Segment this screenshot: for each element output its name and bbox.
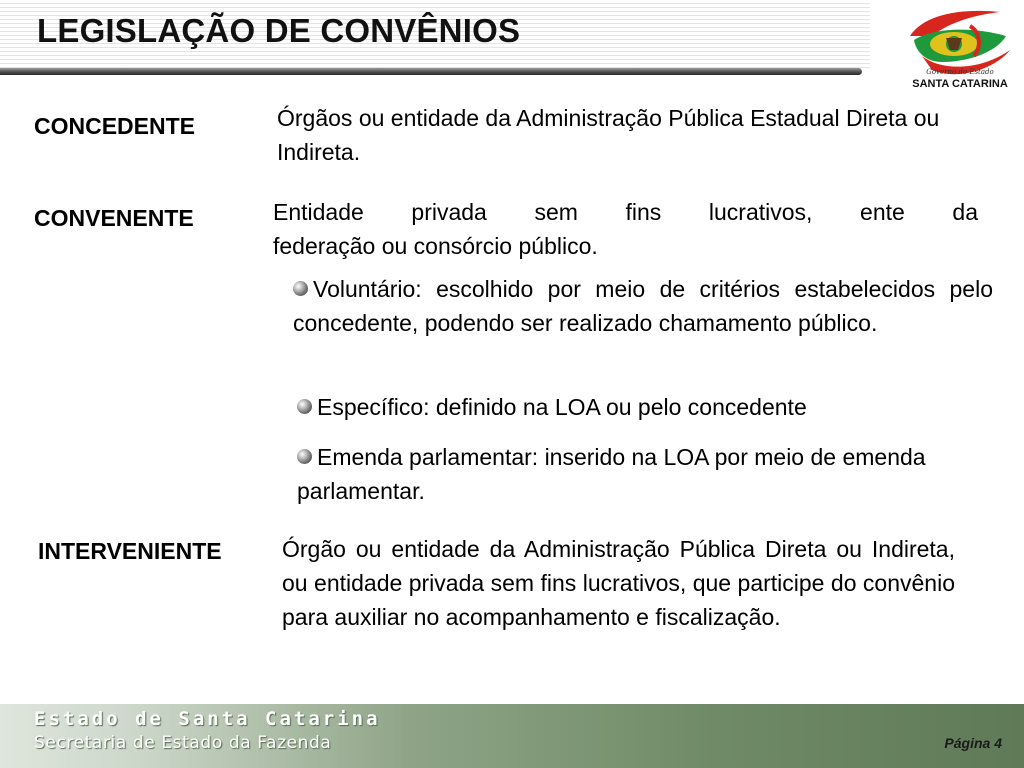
bullet-icon	[297, 399, 312, 414]
definition-interveniente: Órgão ou entidade da Administração Pública Direta ou Indireta, ou entidade privada sem fins lucrativos, que participe do convênio para auxiliar no acompanhamento e fiscalização.	[282, 536, 955, 630]
definition-concedente: Órgãos ou entidade da Administração Pública Estadual Direta ou Indireta.	[277, 105, 940, 165]
definition-convenente	[273, 195, 978, 263]
bullet-text: Específico: definido na LOA ou pelo concedente	[317, 394, 807, 420]
bullet-item	[297, 440, 987, 508]
page-number: Página 4	[944, 735, 1002, 751]
bullet-text: Emenda parlamentar: inserido na LOA por meio de emenda parlamentar.	[297, 444, 926, 504]
header-divider	[0, 68, 862, 75]
definition-convenente-line1: Entidade privada sem fins lucrativos, ente da	[273, 199, 978, 225]
term-interveniente: INTERVENIENTE	[38, 538, 222, 564]
logo-caption: Governo do Estado	[926, 68, 994, 76]
page-title: LEGISLAÇÃO DE CONVÊNIOS	[37, 12, 521, 49]
bullet-item	[293, 272, 993, 340]
term-concedente: CONCEDENTE	[34, 113, 196, 139]
definition-convenente-line2: federação ou consórcio público.	[273, 233, 598, 259]
term-convenente: CONVENENTE	[34, 205, 194, 231]
footer-department-name: Secretaria de Estado da Fazenda	[34, 733, 332, 753]
bullet-text: Voluntário: escolhido por meio de critérios estabelecidos pelo concedente, podendo ser realizado chamamento público.	[293, 276, 993, 336]
footer-state-name: Estado de Santa Catarina	[34, 708, 381, 730]
bullet-icon	[297, 449, 312, 464]
bullet-item	[297, 390, 997, 424]
bullet-icon	[293, 281, 308, 296]
logo-name: SANTA CATARINA	[912, 78, 1008, 90]
